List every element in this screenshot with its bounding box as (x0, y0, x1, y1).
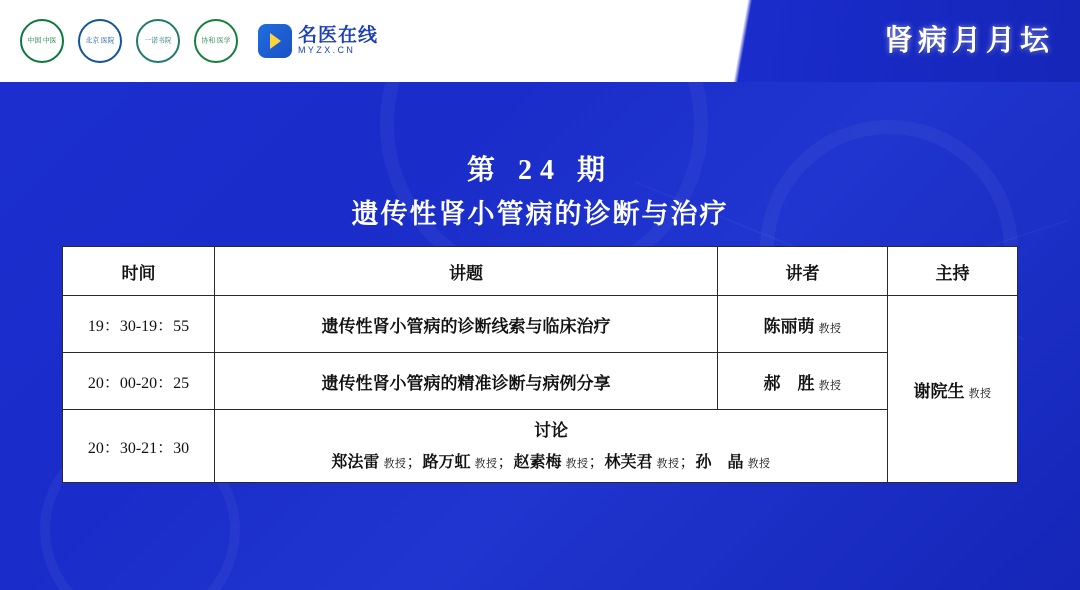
participant-title: 教授 (383, 458, 407, 470)
issue-number: 第 24 期 (466, 155, 613, 186)
hospital-logo-4-label: 协和 医学 (201, 36, 231, 45)
table-row (63, 296, 1018, 353)
participant-separator: ； (497, 454, 514, 471)
header-bar (0, 0, 1080, 82)
host-name: 谢院生 (913, 381, 965, 401)
discussion-cell (215, 410, 888, 483)
participant-separator: ； (588, 454, 605, 471)
hospital-logo-3-label: 一诺书院 (144, 36, 172, 45)
schedule-table (62, 246, 1018, 483)
myzx-logo (258, 24, 378, 58)
participant-name: 孙 晶 (695, 454, 744, 471)
speaker-title: 教授 (818, 322, 842, 335)
speaker-name: 郝 胜 (763, 373, 815, 393)
participant-title: 教授 (474, 458, 498, 470)
discussion-heading: 讨论 (534, 421, 568, 440)
participant-name: 林芙君 (604, 454, 653, 471)
column-header-topic: 讲题 (215, 247, 718, 296)
speaker-name: 陈丽萌 (763, 316, 815, 336)
participant-name: 赵素梅 (513, 454, 562, 471)
hospital-logo-icon (194, 19, 238, 63)
session-topic: 遗传性肾小管病的诊断线索与临床治疗 (215, 296, 718, 353)
discussion-time: 20：30-21：30 (63, 410, 215, 483)
academy-logo-icon (136, 19, 180, 63)
session-time: 20：00-20：25 (63, 353, 215, 410)
brand-title: 肾病月月坛 (883, 25, 1054, 57)
participant-title: 教授 (747, 458, 771, 470)
myzx-logo-en: MYZX.CN (298, 45, 356, 56)
page-title: 遗传性肾小管病的诊断与治疗 (351, 199, 729, 229)
session-host (888, 296, 1018, 483)
participant-separator: ； (406, 454, 423, 471)
column-header-speaker: 讲者 (718, 247, 888, 296)
session-time: 19：30-19：55 (63, 296, 215, 353)
host-title: 教授 (968, 387, 992, 400)
column-header-host: 主持 (888, 247, 1018, 296)
column-header-time: 时间 (63, 247, 215, 296)
logo-group (20, 19, 378, 63)
hospital-logo-icon (78, 19, 122, 63)
participant-separator: ； (679, 454, 696, 471)
hospital-logo-icon (20, 19, 64, 63)
hospital-logo-2-label: 北京 医院 (85, 36, 115, 45)
session-speaker (718, 296, 888, 353)
speaker-title: 教授 (818, 379, 842, 392)
table-header-row (63, 247, 1018, 296)
discussion-participants (225, 449, 877, 472)
participant-title: 教授 (565, 458, 589, 470)
table-row-discussion (63, 410, 1018, 483)
myzx-logo-cn: 名医在线 (298, 25, 379, 47)
session-speaker (718, 353, 888, 410)
table-row (63, 353, 1018, 410)
session-topic: 遗传性肾小管病的精准诊断与病例分享 (215, 353, 718, 410)
participant-name: 路万虹 (422, 454, 471, 471)
participant-name: 郑法雷 (331, 454, 380, 471)
hospital-logo-1-label: 中国 中医 (27, 36, 57, 45)
myzx-logo-text (298, 26, 378, 55)
participant-title: 教授 (656, 458, 680, 470)
play-triangle-icon (258, 24, 292, 58)
